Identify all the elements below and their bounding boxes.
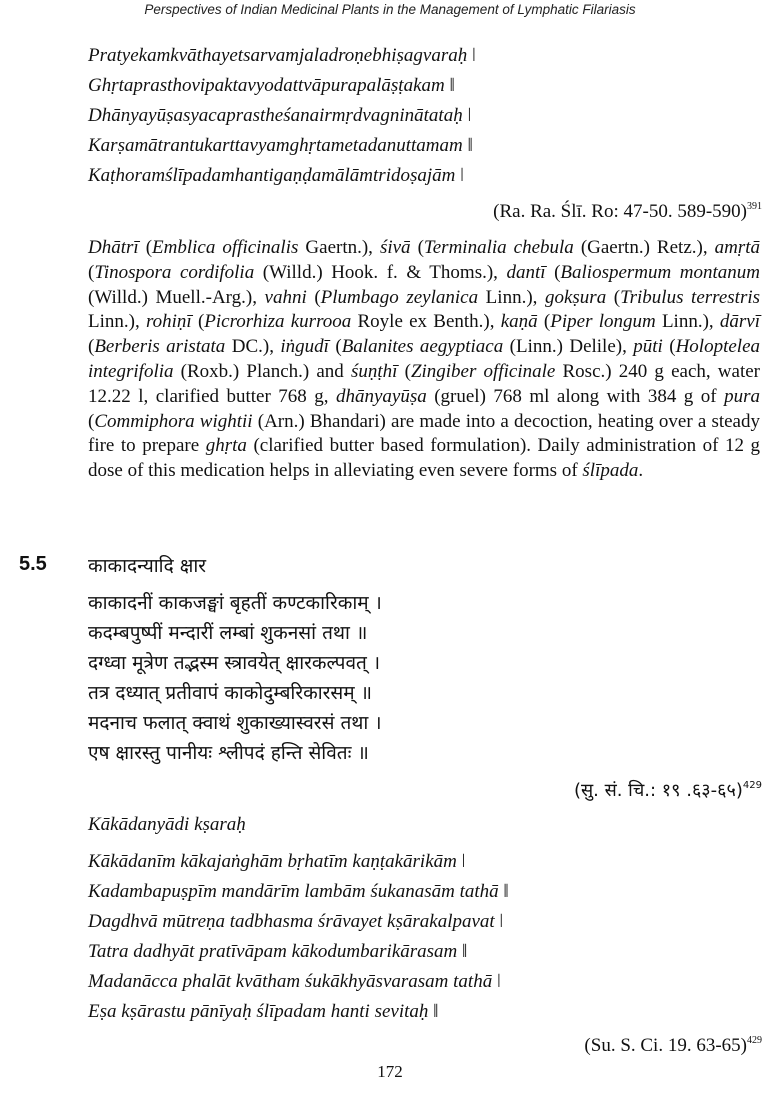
verse-line: Tatra dadhyāt pratīvāpam kākodumbarikārasam ǁ [88,941,468,962]
term-italic: Dhātrī [88,237,139,258]
citation-text: (सु. सं. चि.: १९ .६३-६५) [573,780,743,801]
text-run: ( [537,311,551,333]
sanskrit-verse-line: एष क्षारस्तु पानीयः श्लीपदं हन्ति सेवितः ॥ [88,742,369,764]
term-italic: Tribulus terrestris [620,286,761,308]
verse-line: Madanācca phalāt kvātham śukākhyāsvarasam tathā ǀ [88,971,501,992]
citation-ref: 429 [747,1035,762,1046]
sanskrit-verse-line: दग्ध्वा मूत्रेण तद्भस्म स्त्रावयेत् क्षारकल्पवत् । [88,652,381,674]
term-italic: dārvī [719,311,761,333]
verse-line: Kaṭhoramślīpadamhantigaṇḍamālāmtridoṣajām ǀ [88,165,464,186]
term-italic: dhānyayūṣa [335,385,427,407]
text-run: DC.), [225,336,281,358]
text-run: ( [328,336,342,358]
section-number: 5.5 [19,553,47,575]
term-italic: gokṣura [544,286,607,308]
text-run: (Linn.) Delile), [503,336,634,358]
term-italic: Berberis aristata [94,336,226,358]
text-run: ( [545,261,561,283]
term-italic: ślīpada [582,460,639,482]
text-run: (Arn.) Bhandari) are made into a decoction, heating over a steady fire to prepare [88,410,760,457]
text-run: (gruel) 768 ml along with 384 g of [426,385,725,407]
text-run: ( [306,286,321,308]
text-run: Linn.), [478,286,545,308]
formulation-description [88,236,760,484]
term-italic: Emblica officinalis [152,237,299,258]
sanskrit-verse-line: मदनाच फलात् क्वाथं शुकाख्यास्वरसं तथा । [88,712,382,734]
text-run: (Willd.) Muell.-Arg.), [88,286,265,308]
term-italic: pūti [633,336,663,358]
term-italic: Balanites aegyptiaca [341,336,504,358]
text-run: ( [88,261,95,283]
text-run: ( [662,336,676,358]
text-run: (Willd.) Hook. f. & Thoms.), [254,261,507,283]
term-italic: Picrorhiza kurrooa [204,311,352,333]
transliteration-title: Kākādanyādi kṣaraḥ [88,814,246,835]
verse-line: Ghṛtaprasthovipaktavyodattvāpurapalāṣṭakam ǁ [88,75,455,96]
term-italic: ghṛta [205,435,247,457]
section-title: काकादन्यादि क्षार [88,555,207,577]
term-italic: śivā [379,237,411,258]
term-italic: pura [724,385,760,407]
citation-ref: 429 [742,780,762,791]
text-run: ( [606,286,621,308]
verse-line: Eṣa kṣārastu pānīyaḥ ślīpadam hanti sevitaḥ ǁ [88,1001,439,1022]
text-run: ( [410,237,424,258]
term-italic: vahni [264,286,307,308]
term-italic: Holoptelea integrifolia [88,336,761,382]
term-italic: Piper longum [550,311,656,333]
term-italic: Tinospora cordifolia [94,261,255,283]
verse-line: Dagdhvā mūtreṇa tadbhasma śrāvayet kṣārakalpavat ǀ [88,911,504,932]
citation-text: (Ra. Ra. Ślī. Ro: 47-50. 589-590) [493,201,747,222]
term-italic: Baliospermum montanum [560,261,760,283]
page-number: 172 [377,1062,403,1081]
text-run: Rosc.) 240 g each, water 12.22 l, clarified butter 768 g, [88,360,760,407]
verse-line: Dhānyayūṣasyacaprastheśanairmṛdvagninātataḥ ǀ [88,105,472,126]
term-italic: Plumbago zeylanica [320,286,479,308]
citation-text: (Su. S. Ci. 19. 63-65) [584,1035,747,1056]
term-italic: rohiṇī [145,311,192,333]
term-italic: iṅgudī [280,336,329,358]
text-run: Linn.), [655,311,720,333]
citation-ref: 391 [747,201,762,212]
term-italic: Zingiber officinale [410,360,556,382]
verse-line: Kākādanīm kākajaṅghām bṛhatīm kaṇṭakārikām ǀ [88,851,466,872]
citation [493,201,762,223]
text-run: ( [397,360,411,382]
running-head: Perspectives of Indian Medicinal Plants in the Management of Lymphatic Filariasis [144,2,636,17]
term-italic: Commiphora wightii [94,410,253,432]
text-run: ( [138,237,153,258]
text-run: Linn.), [88,311,146,333]
text-run: Royle ex Benth.), [351,311,501,333]
sanskrit-verse-line: कदम्बपुष्पीं मन्दारीं लम्बां शुकनसां तथा ॥ [88,622,368,644]
text-run: (clarified butter based formulation). Daily administration of 12 g dose of this medication helps in alleviating even severe forms of [88,435,760,482]
verse-line: Karṣamātrantukarttavyamghṛtametadanuttamam ǁ [88,135,473,156]
verse-line: Pratyekamkvāthayetsarvamjaladroṇebhiṣagvaraḥ ǀ [88,45,476,66]
term-italic: amṛtā [714,237,761,258]
term-italic: dantī [506,261,546,283]
text-run: (Roxb.) Planch.) and [173,360,351,382]
text-run: ( [88,336,95,358]
text-run: ( [88,410,95,432]
text-run: (Gaertn.) Retz.), [573,237,715,258]
citation [574,778,762,802]
text-run: . [638,460,644,482]
text-run: Gaertn.), [298,237,380,258]
term-italic: kaṇā [500,311,538,333]
sanskrit-verse-line: काकादनीं काकजङ्घां बृहतीं कण्टकारिकाम् । [88,592,382,614]
term-italic: śuṇṭhī [350,360,398,382]
term-italic: Terminalia chebula [423,237,574,258]
text-run: ( [191,311,205,333]
sanskrit-verse-line: तत्र दध्यात् प्रतीवापं काकोदुम्बरिकारसम् ॥ [88,682,373,704]
citation [584,1035,762,1057]
verse-line: Kadambapuṣpīm mandārīm lambām śukanasām tathā ǁ [88,881,509,902]
